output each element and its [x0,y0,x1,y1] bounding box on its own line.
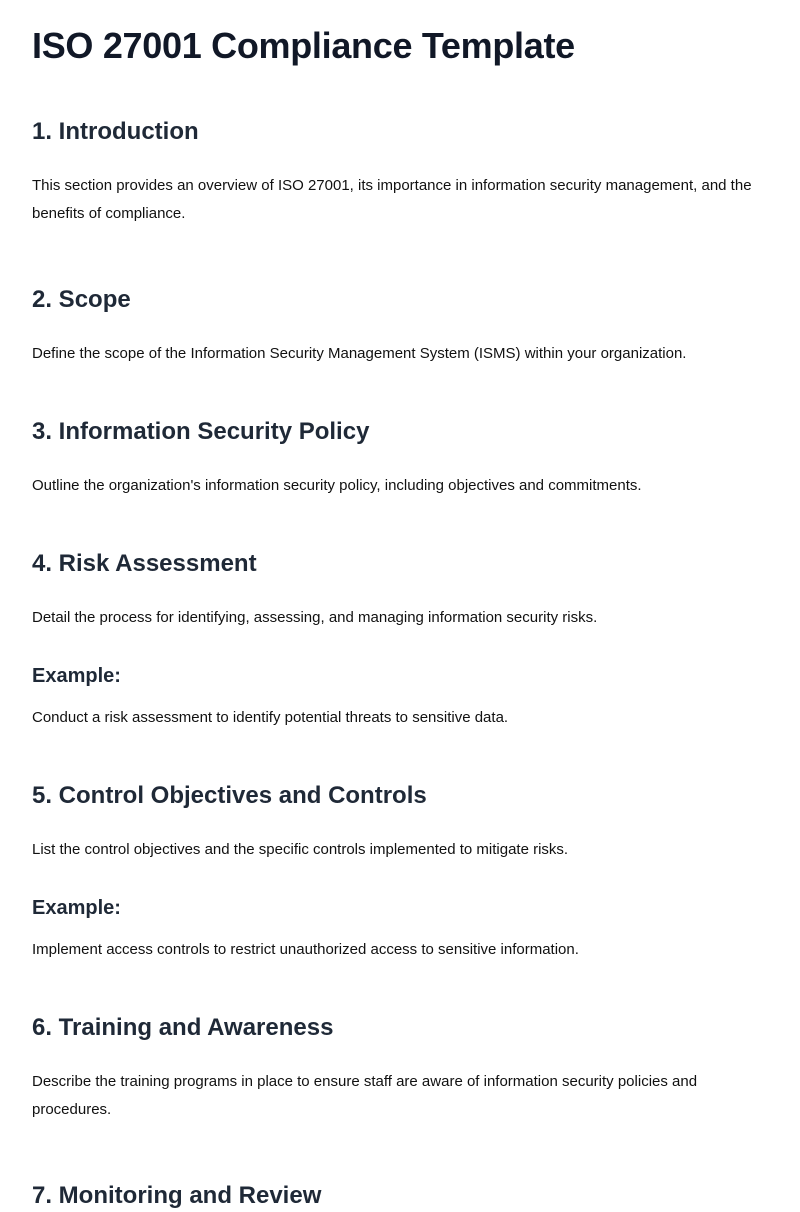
section-heading: 1. Introduction [32,118,199,145]
section-body: Outline the organization's information security policy, including objectives and commitments. [32,477,642,494]
example-heading: Example: [32,897,121,919]
section-heading: 7. Monitoring and Review [32,1182,322,1209]
section-body: This section provides an overview of ISO 27001, its importance in information security management, and the benefits of compliance. [32,177,752,222]
example-heading: Example: [32,665,121,687]
section-heading: 6. Training and Awareness [32,1014,334,1041]
section-body: Define the scope of the Information Security Management System (ISMS) within your organization. [32,345,687,362]
section-control-objectives [32,780,768,964]
section-body: List the control objectives and the specific controls implemented to mitigate risks. [32,841,569,858]
section-body: Detail the process for identifying, assessing, and managing information security risks. [32,609,598,626]
example-text: Implement access controls to restrict unauthorized access to sensitive information. [32,941,579,958]
example-text: Conduct a risk assessment to identify potential threats to sensitive data. [32,709,509,726]
section-body: Describe the training programs in place to ensure staff are aware of information security policies and procedures. [32,1073,698,1118]
section-monitoring-review [32,1180,768,1212]
page-title: ISO 27001 Compliance Template [32,25,575,66]
section-heading: 5. Control Objectives and Controls [32,782,427,809]
section-security-policy [32,416,768,500]
section-risk-assessment [32,548,768,732]
section-heading: 4. Risk Assessment [32,550,257,577]
section-scope [32,284,768,368]
section-training-awareness [32,1012,768,1124]
section-heading: 2. Scope [32,286,131,313]
section-heading: 3. Information Security Policy [32,418,370,445]
section-introduction [32,116,768,228]
